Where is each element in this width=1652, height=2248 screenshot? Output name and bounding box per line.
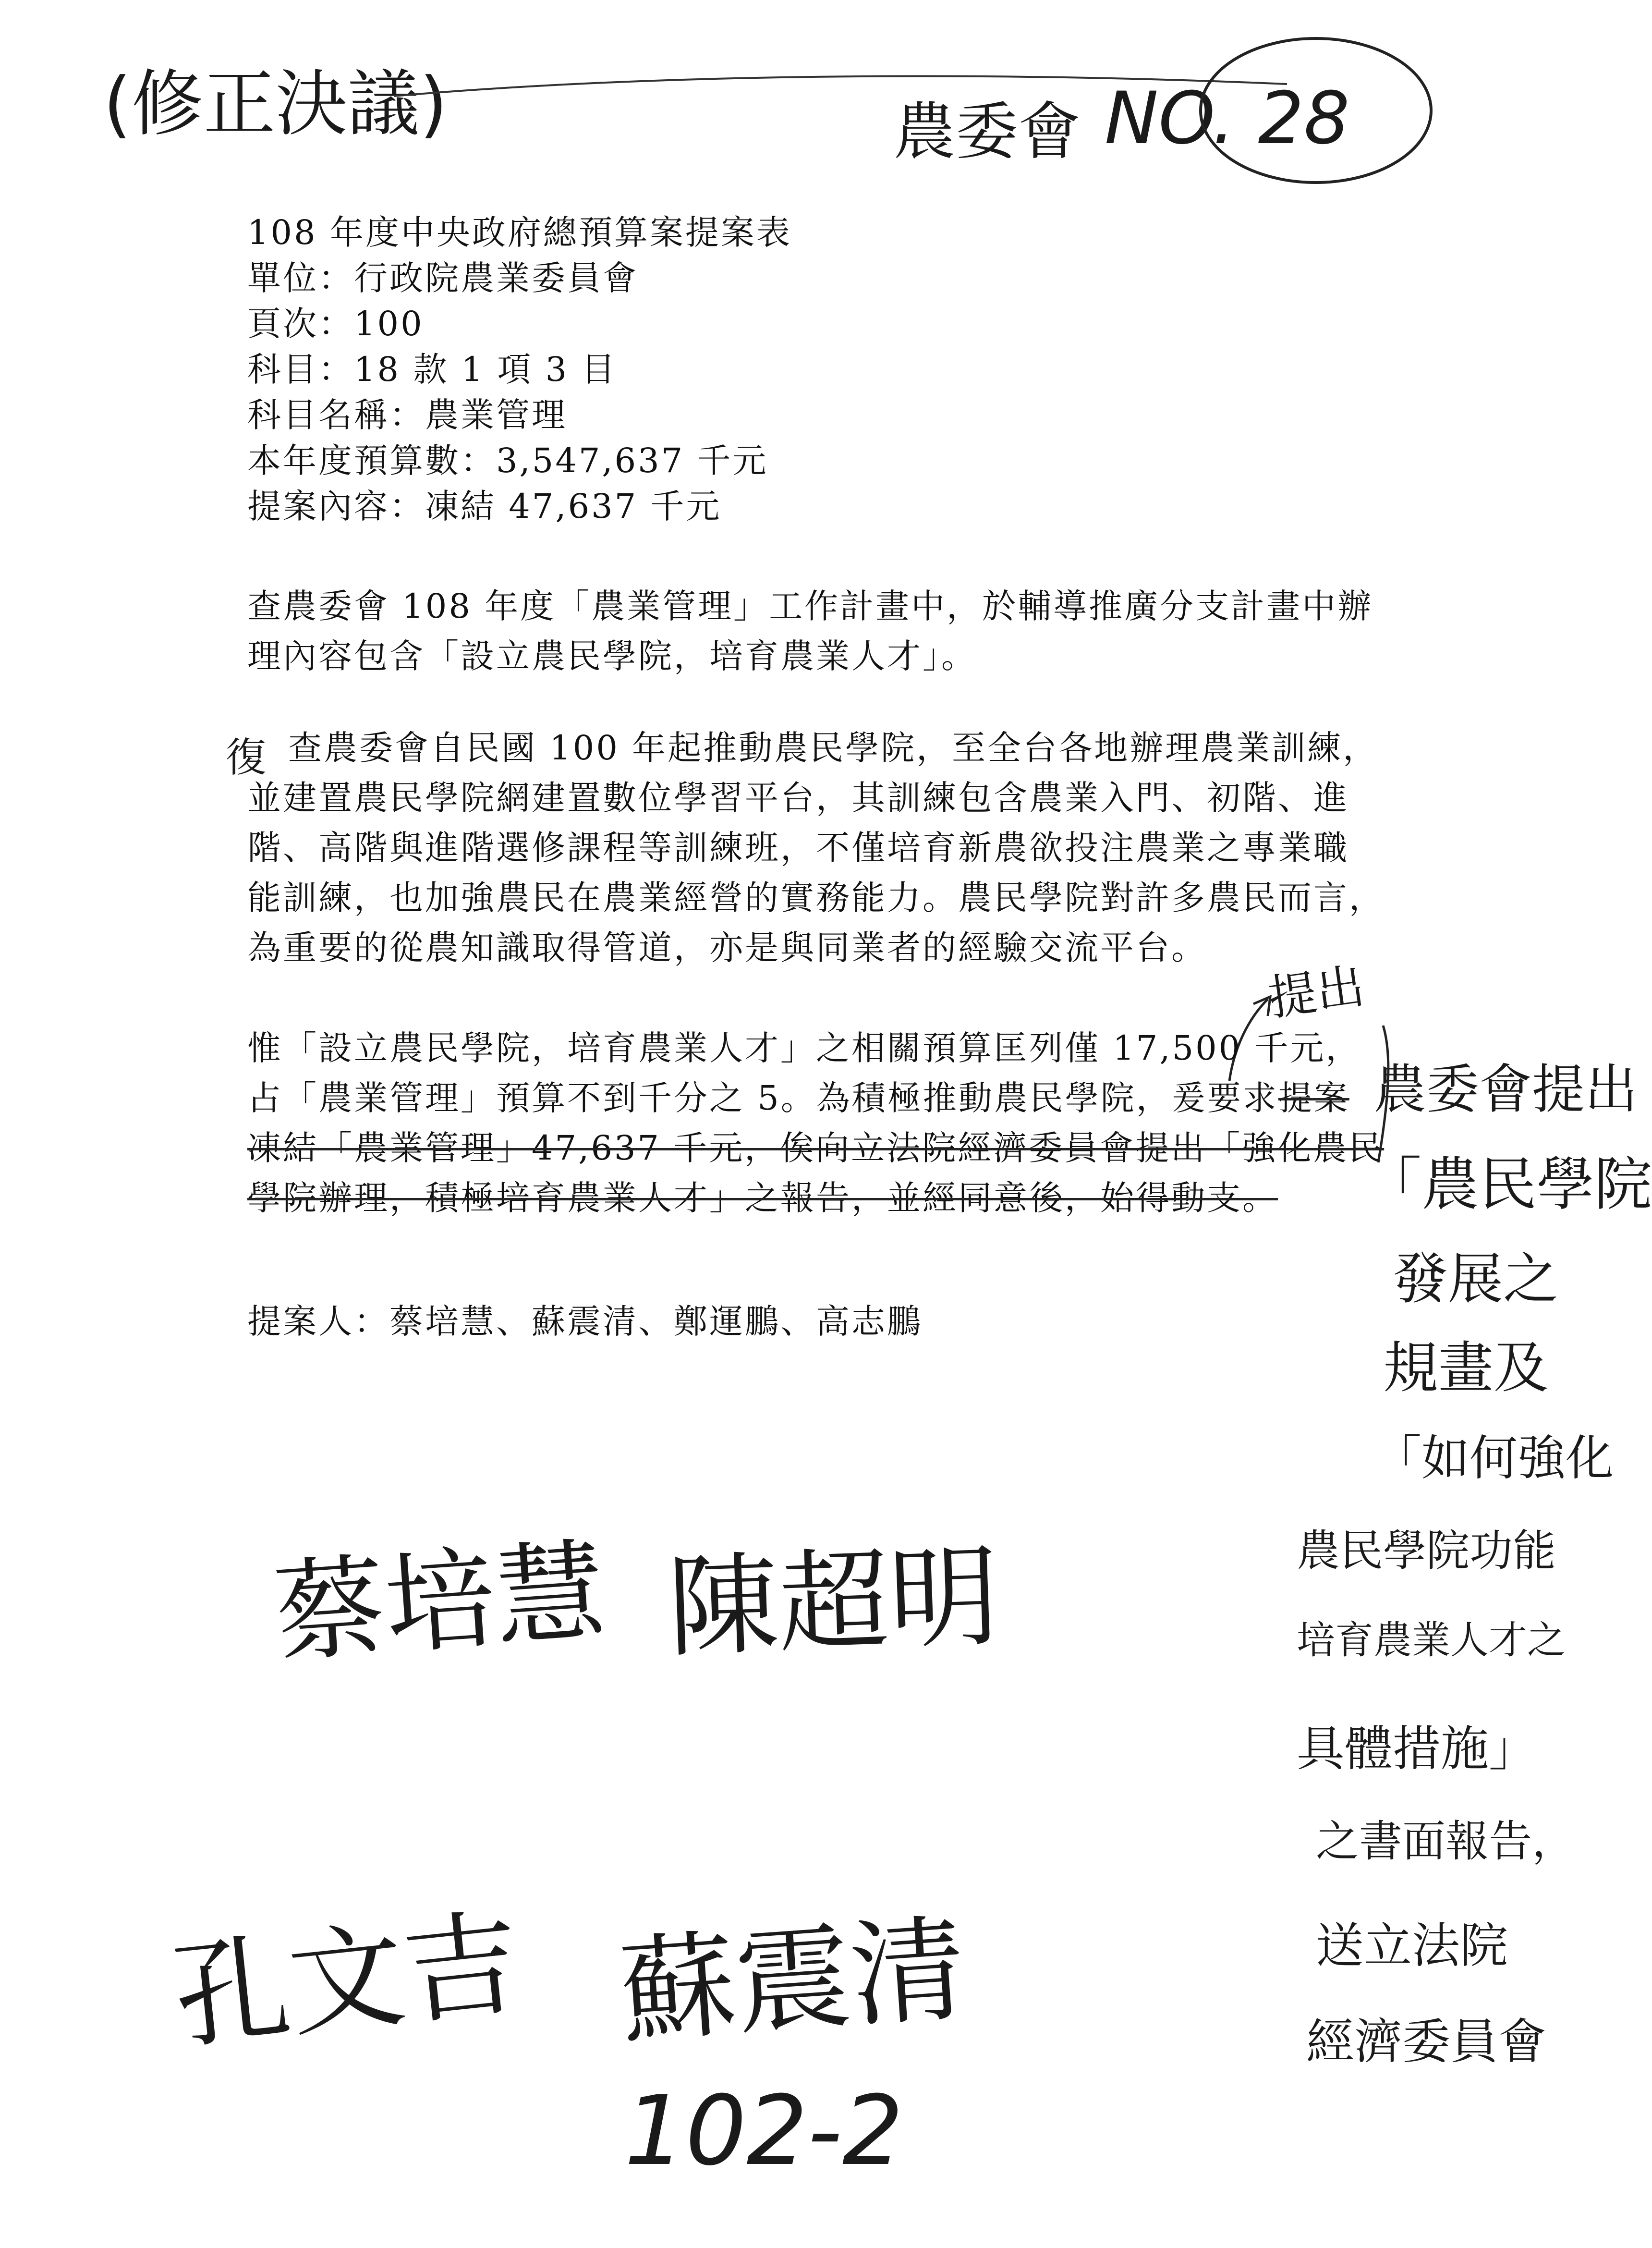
paragraph-2-line: 階、高階與進階選修課程等訓練班，不僅培育新農欲投注農業之專業職 xyxy=(247,828,1349,867)
margin-note-line: 培育農業人才之 xyxy=(1297,1618,1566,1662)
paragraph-2-line: 並建置農民學院網建置數位學習平台，其訓練包含農業入門、初階、進 xyxy=(247,778,1349,818)
paragraph-3-line-text: 占「農業管理」預算不到千分之 5。為積極推動農民學院，爰要求 xyxy=(247,1078,1278,1118)
signature: 蘇震清 xyxy=(616,1901,971,2060)
handwritten-number-tag: NO. 28 xyxy=(1105,77,1350,160)
proposers-line: 提案人：蔡培慧、蘇震清、鄭運鵬、高志鵬 xyxy=(247,1302,923,1341)
paragraph-2-line: 為重要的從農知識取得管道，亦是與同業者的經驗交流平台。 xyxy=(247,928,1207,967)
signature: 陳超明 xyxy=(666,1533,1002,1673)
document-title: 108 年度中央政府總預算案提案表 xyxy=(247,213,792,252)
margin-note-line: 經濟委員會 xyxy=(1306,2014,1546,2070)
margin-note-line: 發展之 xyxy=(1393,1247,1559,1311)
struck-word: 提案 xyxy=(1278,1078,1349,1118)
subject-line: 科目：18 款 1 項 3 目 xyxy=(247,350,617,389)
margin-note-line: 之書面報告， xyxy=(1316,1816,1575,1867)
handwritten-page-code: 102-2 xyxy=(624,2075,904,2187)
margin-note-line: 農委會提出 xyxy=(1373,1059,1638,1120)
unit-line: 單位：行政院農業委員會 xyxy=(247,258,638,298)
budget-line: 本年度預算數：3,547,637 千元 xyxy=(247,441,768,480)
paragraph-2-line: 能訓練，也加強農民在農業經營的實務能力。農民學院對許多農民而言， xyxy=(247,878,1385,917)
margin-note-line: 「如何強化 xyxy=(1373,1430,1614,1486)
paragraph-1-line: 查農委會 108 年度「農業管理」工作計畫中，於輔導推廣分支計畫中辦 xyxy=(247,586,1373,626)
paragraph-2-line: 查農委會自民國 100 年起推動農民學院，至全台各地辦理農業訓練， xyxy=(288,728,1379,768)
signature: 蔡培慧 xyxy=(270,1527,610,1678)
subject-name-line: 科目名稱：農業管理 xyxy=(247,395,567,435)
margin-note-line: 具體措施」 xyxy=(1297,1721,1537,1777)
margin-note-line: 「農民學院 xyxy=(1364,1151,1652,1218)
proposal-line: 提案內容：凍結 47,637 千元 xyxy=(247,487,722,526)
handwritten-committee-tag: 農委會 xyxy=(893,95,1081,168)
page-line: 頁次：100 xyxy=(247,304,424,343)
handwritten-edit-mark: 復 xyxy=(226,734,267,781)
margin-note-line: 送立法院 xyxy=(1316,1918,1508,1974)
struck-line: 學院辦理，積極培育農業人才」之報告，並經同意後，始得動支。 xyxy=(247,1178,1278,1218)
margin-note-line: 規畫及 xyxy=(1383,1336,1549,1400)
handwritten-insert-word: 提出 xyxy=(1265,957,1368,1027)
paragraph-3-line: 惟「設立農民學院，培育農業人才」之相關預算匡列僅 17,500 千元， xyxy=(247,1028,1361,1068)
margin-note-line: 農民學院功能 xyxy=(1297,1526,1556,1576)
paragraph-1-line: 理內容包含「設立農民學院，培育農業人才」。 xyxy=(247,636,977,676)
struck-line: 凍結「農業管理」47,637 千元，俟向立法院經濟委員會提出「強化農民 xyxy=(247,1128,1385,1168)
signature: 孔文吉 xyxy=(168,1895,526,2065)
handwritten-decision-note: (修正決議) xyxy=(103,62,448,146)
